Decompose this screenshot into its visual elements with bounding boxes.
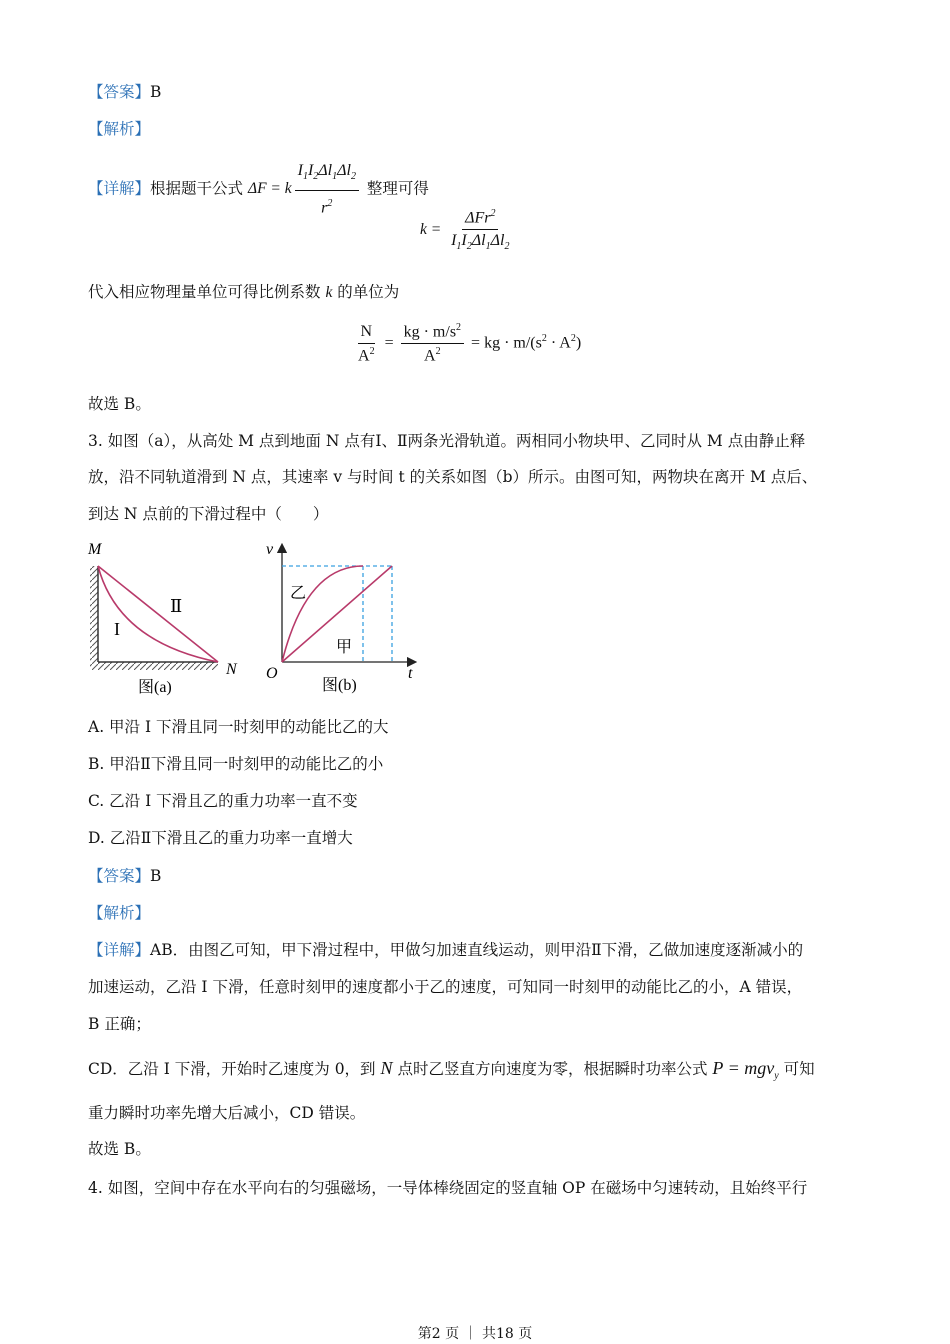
q2-detail-line	[88, 160, 429, 220]
label-track-i: I	[114, 619, 120, 639]
wall-hatch	[90, 566, 98, 662]
q3-detail-line2: 加速运动，乙沿 I 下滑，任意时刻甲的速度都小于乙的速度，可知同一时刻甲的动能比乙的小，A 错误，	[88, 978, 803, 996]
figure-a	[86, 538, 246, 700]
cd-post: 可知	[783, 1060, 815, 1078]
q4-stem-line1: 4. 如图，空间中存在水平向右的匀强磁场，一导体棒绕固定的竖直轴 OP 在磁场中匀速转动，且始终平行	[88, 1179, 808, 1197]
q2-units-line	[88, 281, 399, 304]
answer-tag: 【答案】	[88, 83, 151, 101]
label-track-ii: Ⅱ	[170, 596, 183, 616]
caption-b: 图(b)	[322, 677, 357, 694]
answer-tag: 【答案】	[88, 867, 151, 885]
detail-tag: 【详解】	[88, 941, 151, 959]
option-b: B. 甲沿Ⅱ下滑且同一时刻甲的动能比乙的小	[88, 755, 384, 773]
q3-detail-line3: B 正确；	[88, 1015, 151, 1033]
cd-pre: CD．乙沿 I 下滑，开始时乙速度为 0，到	[88, 1060, 376, 1078]
option-a: A. 甲沿 I 下滑且同一时刻甲的动能比乙的大	[88, 718, 389, 736]
label-t: t	[408, 665, 413, 682]
q2-answer-line	[88, 81, 161, 103]
q3-stem-line1: 3. 如图（a），从高处 M 点到地面 N 点有Ⅰ、Ⅱ两条光滑轨道。两相同小物块甲、乙同时从 M 点由静止释	[88, 432, 806, 450]
q2-analysis-line	[88, 118, 150, 140]
q3-cd-line	[88, 1057, 815, 1088]
q3-stem-line2: 放，沿不同轨道滑到 N 点，其速率 v 与时间 t 的关系如图（b）所示。由图可知，两物块在离开 M 点后、	[88, 468, 818, 486]
q3-cd-line2: 重力瞬时功率先增大后减小，CD 错误。	[88, 1104, 366, 1122]
analysis-tag: 【解析】	[88, 120, 151, 138]
label-v: v	[266, 541, 274, 558]
q3-stem-line3: 到达 N 点前的下滑过程中（ ）	[88, 505, 329, 523]
answer-value: B	[150, 867, 162, 885]
figure-b	[262, 538, 424, 700]
units-text: 代入相应物理量单位可得比例系数	[88, 283, 321, 301]
label-yi: 乙	[290, 585, 307, 602]
caption-a: 图(a)	[138, 679, 172, 696]
label-o: O	[266, 665, 278, 682]
q3-answer-line	[88, 865, 161, 887]
q3-conclusion: 故选 B。	[88, 1140, 151, 1158]
units-post: 的单位为	[337, 283, 400, 301]
q3-analysis-line	[88, 902, 150, 924]
detail-text: AB．由图乙可知，甲下滑过程中，甲做匀加速直线运动，则甲沿Ⅱ下滑，乙做加速度逐渐减小的	[150, 941, 804, 959]
formula-k: k = $\frac{\Delta Fr^2}{I_1I_2\Delta l_1\Delta l_2}$	[420, 208, 510, 253]
label-jia: 甲	[336, 639, 353, 656]
cd-n: N	[380, 1058, 393, 1078]
track-ii-line	[98, 566, 218, 662]
analysis-tag: 【解析】	[88, 904, 151, 922]
option-c: C. 乙沿 I 下滑且乙的重力功率一直不变	[88, 792, 358, 810]
formula-power: P = mgv$_y$	[712, 1058, 779, 1082]
page-footer: 第2 页 ｜ 共18 页	[417, 1326, 533, 1342]
formula-units: $\frac{N}{A^2}$ = $\frac{kg \cdot m/s^2}{A^2}$ = kg · $m/(s^2 \cdot A^2)$	[358, 322, 582, 365]
units-k: k	[325, 284, 333, 301]
option-d: D. 乙沿Ⅱ下滑且乙的重力功率一直增大	[88, 829, 353, 847]
cd-mid: 点时乙竖直方向速度为零，根据瞬时功率公式	[397, 1060, 708, 1078]
label-n: N	[226, 661, 237, 678]
label-m: M	[88, 541, 102, 558]
q2-conclusion: 故选 B。	[88, 395, 151, 413]
ground-hatch	[90, 662, 218, 670]
formula-delta-f: ΔF = k $\frac{I_1I_2\Delta l_1\Delta l_2}{r^2}$	[248, 180, 362, 197]
detail-tag: 【详解】	[88, 179, 151, 198]
q3-detail-line1	[88, 939, 803, 961]
detail-post: 整理可得	[366, 179, 429, 198]
detail-pre: 根据题干公式	[150, 179, 244, 198]
answer-value: B	[150, 83, 162, 101]
